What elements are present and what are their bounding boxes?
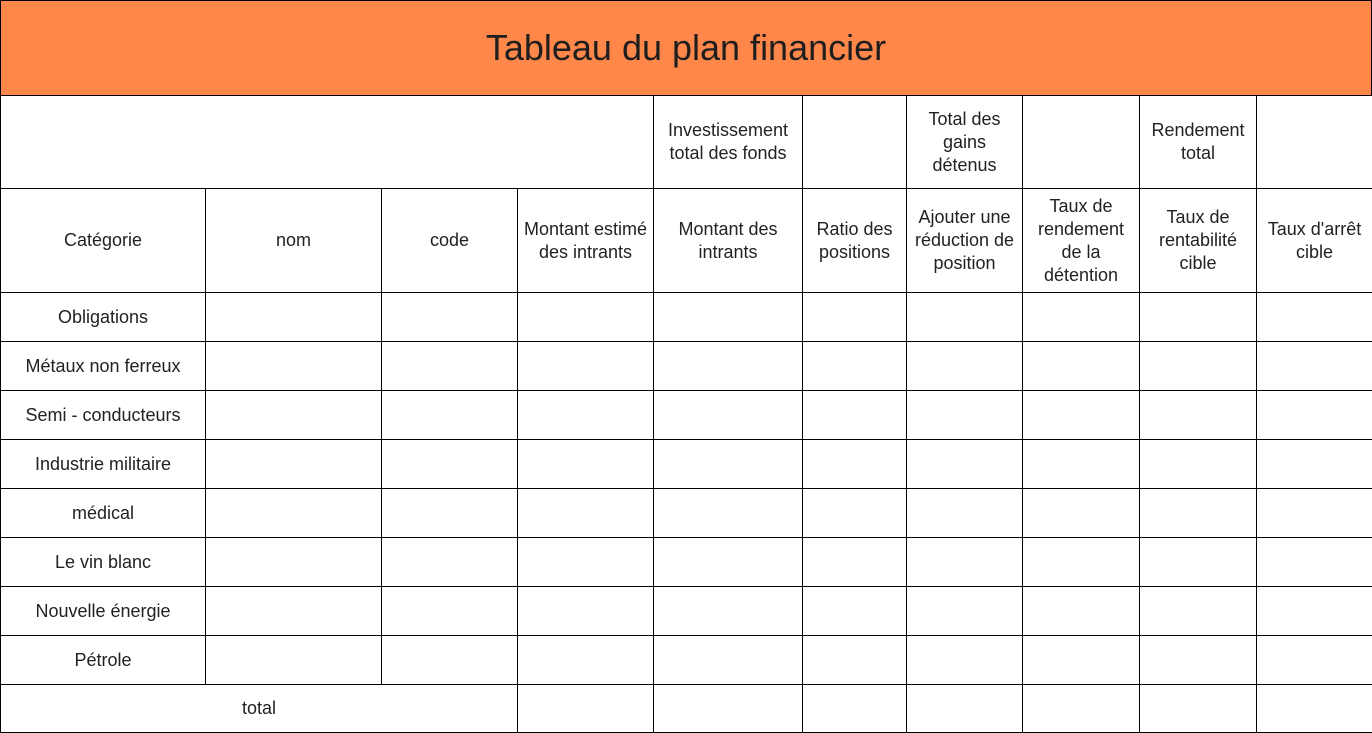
data-cell[interactable] xyxy=(907,636,1023,685)
data-cell[interactable] xyxy=(1023,587,1140,636)
total-row xyxy=(1,685,1372,733)
data-cell[interactable] xyxy=(1023,489,1140,538)
data-cell[interactable] xyxy=(907,391,1023,440)
table-row xyxy=(1,342,1372,391)
column-header-montant-intrants[interactable]: Montant des intrants xyxy=(654,189,803,293)
group-header-empty-cell[interactable] xyxy=(1,96,654,189)
data-cell[interactable] xyxy=(1257,342,1372,391)
category-cell[interactable]: Obligations xyxy=(1,293,206,342)
data-cell[interactable] xyxy=(206,391,382,440)
data-cell[interactable] xyxy=(654,342,803,391)
data-cell[interactable] xyxy=(1023,636,1140,685)
group-header-row xyxy=(1,96,1372,189)
data-cell[interactable] xyxy=(1257,440,1372,489)
data-cell[interactable] xyxy=(1023,440,1140,489)
total-cell[interactable] xyxy=(907,685,1023,733)
data-cell[interactable] xyxy=(907,293,1023,342)
data-cell[interactable] xyxy=(382,489,518,538)
data-cell[interactable] xyxy=(803,538,907,587)
data-cell[interactable] xyxy=(382,440,518,489)
group-header-investissement[interactable]: Investissement total des fonds xyxy=(654,96,803,189)
data-cell[interactable] xyxy=(1140,293,1257,342)
total-cell[interactable] xyxy=(1023,685,1140,733)
category-cell[interactable]: Le vin blanc xyxy=(1,538,206,587)
column-header-code[interactable]: code xyxy=(382,189,518,293)
total-cell[interactable] xyxy=(803,685,907,733)
group-header-empty-cell[interactable] xyxy=(1257,96,1372,189)
data-cell[interactable] xyxy=(1023,342,1140,391)
data-cell[interactable] xyxy=(518,293,654,342)
table-row xyxy=(1,489,1372,538)
table-row xyxy=(1,391,1372,440)
data-cell[interactable] xyxy=(1023,538,1140,587)
data-cell[interactable] xyxy=(907,342,1023,391)
data-cell[interactable] xyxy=(206,587,382,636)
data-cell[interactable] xyxy=(518,391,654,440)
data-cell[interactable] xyxy=(803,440,907,489)
data-cell[interactable] xyxy=(1257,489,1372,538)
column-header-nom[interactable]: nom xyxy=(206,189,382,293)
category-cell[interactable]: Nouvelle énergie xyxy=(1,587,206,636)
data-cell[interactable] xyxy=(1257,587,1372,636)
data-cell[interactable] xyxy=(382,587,518,636)
data-cell[interactable] xyxy=(654,440,803,489)
column-header-ajouter-reduction[interactable]: Ajouter une réduction de position xyxy=(907,189,1023,293)
table-row xyxy=(1,293,1372,342)
column-header-row xyxy=(1,189,1372,293)
group-header-empty-cell[interactable] xyxy=(803,96,907,189)
data-cell[interactable] xyxy=(1140,489,1257,538)
table-row xyxy=(1,440,1372,489)
total-cell[interactable] xyxy=(1140,685,1257,733)
column-header-taux-rendement[interactable]: Taux de rendement de la détention xyxy=(1023,189,1140,293)
data-cell[interactable] xyxy=(1023,391,1140,440)
group-header-gains[interactable]: Total des gains détenus xyxy=(907,96,1023,189)
data-cell[interactable] xyxy=(1257,538,1372,587)
table-row xyxy=(1,538,1372,587)
category-cell[interactable]: Pétrole xyxy=(1,636,206,685)
data-cell[interactable] xyxy=(382,391,518,440)
table-title: Tableau du plan financier xyxy=(486,27,886,69)
column-header-montant-estime[interactable]: Montant estimé des intrants xyxy=(518,189,654,293)
data-cell[interactable] xyxy=(1140,636,1257,685)
column-header-ratio-positions[interactable]: Ratio des positions xyxy=(803,189,907,293)
data-cell[interactable] xyxy=(654,636,803,685)
data-cell[interactable] xyxy=(1140,342,1257,391)
category-cell[interactable]: médical xyxy=(1,489,206,538)
column-header-taux-arret[interactable]: Taux d'arrêt cible xyxy=(1257,189,1372,293)
data-cell[interactable] xyxy=(206,538,382,587)
group-header-rendement[interactable]: Rendement total xyxy=(1140,96,1257,189)
column-header-categorie[interactable]: Catégorie xyxy=(1,189,206,293)
data-cell[interactable] xyxy=(206,293,382,342)
data-cell[interactable] xyxy=(382,538,518,587)
total-cell[interactable] xyxy=(654,685,803,733)
data-cell[interactable] xyxy=(518,342,654,391)
data-cell[interactable] xyxy=(518,636,654,685)
category-cell[interactable]: Industrie militaire xyxy=(1,440,206,489)
data-cell[interactable] xyxy=(654,538,803,587)
data-cell[interactable] xyxy=(907,440,1023,489)
data-cell[interactable] xyxy=(206,440,382,489)
data-cell[interactable] xyxy=(907,538,1023,587)
data-cell[interactable] xyxy=(206,636,382,685)
data-cell[interactable] xyxy=(803,636,907,685)
data-cell[interactable] xyxy=(518,587,654,636)
data-cell[interactable] xyxy=(382,636,518,685)
data-cell[interactable] xyxy=(1140,538,1257,587)
data-cell[interactable] xyxy=(654,293,803,342)
total-cell[interactable] xyxy=(1257,685,1372,733)
data-cell[interactable] xyxy=(654,489,803,538)
category-cell[interactable]: Métaux non ferreux xyxy=(1,342,206,391)
financial-plan-table xyxy=(0,95,1372,733)
data-cell[interactable] xyxy=(206,489,382,538)
table-row xyxy=(1,636,1372,685)
table-title-bar xyxy=(0,0,1372,95)
data-cell[interactable] xyxy=(518,489,654,538)
data-cell[interactable] xyxy=(1257,391,1372,440)
group-header-empty-cell[interactable] xyxy=(1023,96,1140,189)
category-cell[interactable]: Semi - conducteurs xyxy=(1,391,206,440)
data-cell[interactable] xyxy=(382,293,518,342)
data-cell[interactable] xyxy=(1257,636,1372,685)
data-cell[interactable] xyxy=(1257,293,1372,342)
data-cell[interactable] xyxy=(803,489,907,538)
data-cell[interactable] xyxy=(907,587,1023,636)
total-label-cell[interactable]: total xyxy=(1,685,518,733)
data-cell[interactable] xyxy=(1023,293,1140,342)
data-cell[interactable] xyxy=(803,342,907,391)
data-cell[interactable] xyxy=(803,293,907,342)
column-header-taux-rentabilite[interactable]: Taux de rentabilité cible xyxy=(1140,189,1257,293)
table-row xyxy=(1,587,1372,636)
data-cell[interactable] xyxy=(518,440,654,489)
table-body xyxy=(1,293,1372,685)
data-cell[interactable] xyxy=(1140,587,1257,636)
data-cell[interactable] xyxy=(803,587,907,636)
data-cell[interactable] xyxy=(206,342,382,391)
data-cell[interactable] xyxy=(382,342,518,391)
data-cell[interactable] xyxy=(654,587,803,636)
data-cell[interactable] xyxy=(1140,391,1257,440)
data-cell[interactable] xyxy=(907,489,1023,538)
data-cell[interactable] xyxy=(654,391,803,440)
data-cell[interactable] xyxy=(518,538,654,587)
total-cell[interactable] xyxy=(518,685,654,733)
data-cell[interactable] xyxy=(803,391,907,440)
data-cell[interactable] xyxy=(1140,440,1257,489)
